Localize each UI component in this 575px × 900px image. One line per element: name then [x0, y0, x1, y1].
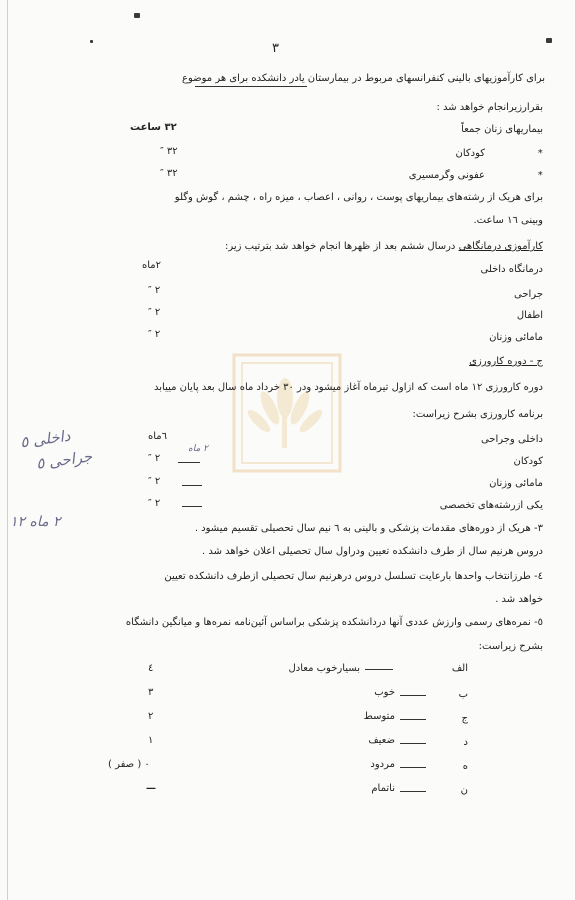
skin-paragraph-line-2: وبینی ١٦ ساعت. [473, 215, 543, 226]
grade-letter: ه [462, 761, 468, 772]
grade-label: متوسط [363, 711, 395, 722]
program-item-value: ٢ ″ [148, 498, 161, 509]
handwritten-note: داخلی ٥ [18, 426, 72, 452]
internship-item-value: ٢ ″ [148, 285, 161, 296]
grade-value: ٢ [148, 711, 154, 722]
grade-label: بسیارخوب معادل [288, 663, 360, 674]
grade-label: مردود [370, 759, 395, 770]
program-item-label: مامائی وزنان [489, 478, 543, 489]
grade-dash [400, 743, 426, 744]
clause-5-line-1: ٥- نمره‌های رسمی وارزش عددی آنها دردانشکده پزشکی براساس آئین‌نامه نمره‌ها و میانگین دانشگاه [125, 617, 543, 628]
grade-value: ١ [148, 735, 154, 746]
grade-letter: ب [458, 689, 468, 700]
grade-label: ضعیف [368, 735, 395, 746]
grade-label: ناتمام [371, 783, 395, 794]
clause-4-line-1: ٤- طرزانتخاب واحدها بارعایت تسلسل دروس درهرنیم سال تحصیلی ازطرف دانشکده تعیین [164, 571, 543, 582]
list-item-value: ٣٢ ″ [160, 168, 178, 179]
grade-value: ٤ [148, 663, 154, 674]
internship-item-label: جراحی [514, 289, 543, 300]
grade-value: ٣ [148, 687, 154, 698]
grade-label: خوب [374, 687, 395, 698]
grade-dash [400, 695, 426, 696]
skin-paragraph-line-1: برای هریک از رشته‌های بیماریهای پوست ، روانی ، اعصاب ، میزه راه ، چشم ، گوش وگلو [174, 192, 543, 203]
internship-item-value: ٢ماه [142, 260, 162, 271]
list-item-label: بیماریهای زنان جمعاً [461, 124, 543, 135]
list-bullet: * [537, 148, 543, 159]
handwritten-note: ٢ ماه ١٢ [10, 514, 61, 530]
handwritten-note: ٢ ماه [188, 444, 208, 454]
page-number: ٣ [272, 41, 279, 56]
program-item-label: داخلی وجراحی [480, 434, 543, 445]
list-bullet: * [537, 170, 543, 181]
program-item-label: یکی ازرشته‌های تخصصی [439, 500, 543, 511]
grade-dash [400, 719, 426, 720]
intro-line-2: بقرارزیرانجام خواهد شد : [436, 102, 543, 113]
internship-item-value: ٢ ″ [148, 307, 161, 318]
scan-mark [546, 38, 552, 43]
clause-3-line-2: دروس هرنیم سال از طرف دانشکده تعیین ودراول سال تحصیلی اعلان خواهد شد . [202, 546, 543, 557]
grade-letter: ن [460, 785, 468, 796]
underline [195, 86, 307, 87]
scan-mark [134, 13, 140, 18]
handwritten-dash [182, 485, 202, 486]
handwritten-note: جراحی ٥ [35, 447, 94, 473]
program-item-value: ٦ماه [148, 431, 168, 442]
clause-3-line-1: ٣- هریک از دوره‌های مقدمات پزشکی و بالینی به ٦ نیم سال تحصیلی تقسیم میشود . [194, 523, 543, 534]
handwritten-dash [178, 462, 200, 463]
list-item-value: ٣٢ ″ [160, 146, 178, 157]
grade-dash [400, 767, 426, 768]
library-watermark [232, 353, 342, 473]
scan-mark [90, 40, 93, 43]
clause-4-line-2: خواهد شد . [495, 594, 543, 605]
grade-value: — [146, 783, 157, 794]
grade-letter: د [463, 737, 468, 748]
grade-value: ٠ ( صفر ) [108, 759, 150, 770]
program-item-value: ٢ ″ [148, 453, 161, 464]
intro-line-1: برای کارآموزیهای بالینی کنفرانسهای مربوط در بیمارستان یادر دانشکده برای هر موضوع [182, 73, 545, 84]
list-item [461, 123, 543, 137]
grade-letter: الف [451, 663, 468, 674]
internship-item-label: درمانگاه داخلی [480, 264, 543, 275]
section-c-program-intro: برنامه کارورزی بشرح زیراست: [412, 409, 543, 420]
handwritten-dash [182, 506, 202, 507]
list-item-label: کودکان [455, 148, 485, 159]
internship-item-value: ٢ ″ [148, 329, 161, 340]
internship-heading [225, 240, 543, 254]
scan-edge [7, 0, 8, 900]
list-item-value: ٣٢ ساعت [130, 122, 177, 133]
grade-dash [400, 791, 426, 792]
program-item-label: کودکان [513, 456, 543, 467]
internship-item-label: اطفال [516, 310, 543, 321]
program-item-value: ٢ ″ [148, 476, 161, 487]
clause-5-line-2: بشرح زیراست: [478, 641, 543, 652]
grade-letter: ج [461, 713, 468, 724]
internship-heading-title: کارآموزی درمانگاهی [458, 241, 543, 252]
section-c-paragraph: دوره کارورزی ١٢ ماه است که ازاول تیرماه آغاز میشود ودر ٣٠ خرداد ماه سال بعد پایان مییابد [154, 382, 543, 393]
grade-dash [365, 669, 393, 670]
list-item-label: عفونی وگرمسیری [408, 170, 485, 181]
internship-item-label: مامائی وزنان [489, 332, 543, 343]
internship-heading-rest: درسال ششم بعد از ظهرها انجام خواهد شد بترتیب زیر: [225, 241, 456, 252]
section-c-heading: ج - دوره کارورزی [469, 356, 543, 367]
